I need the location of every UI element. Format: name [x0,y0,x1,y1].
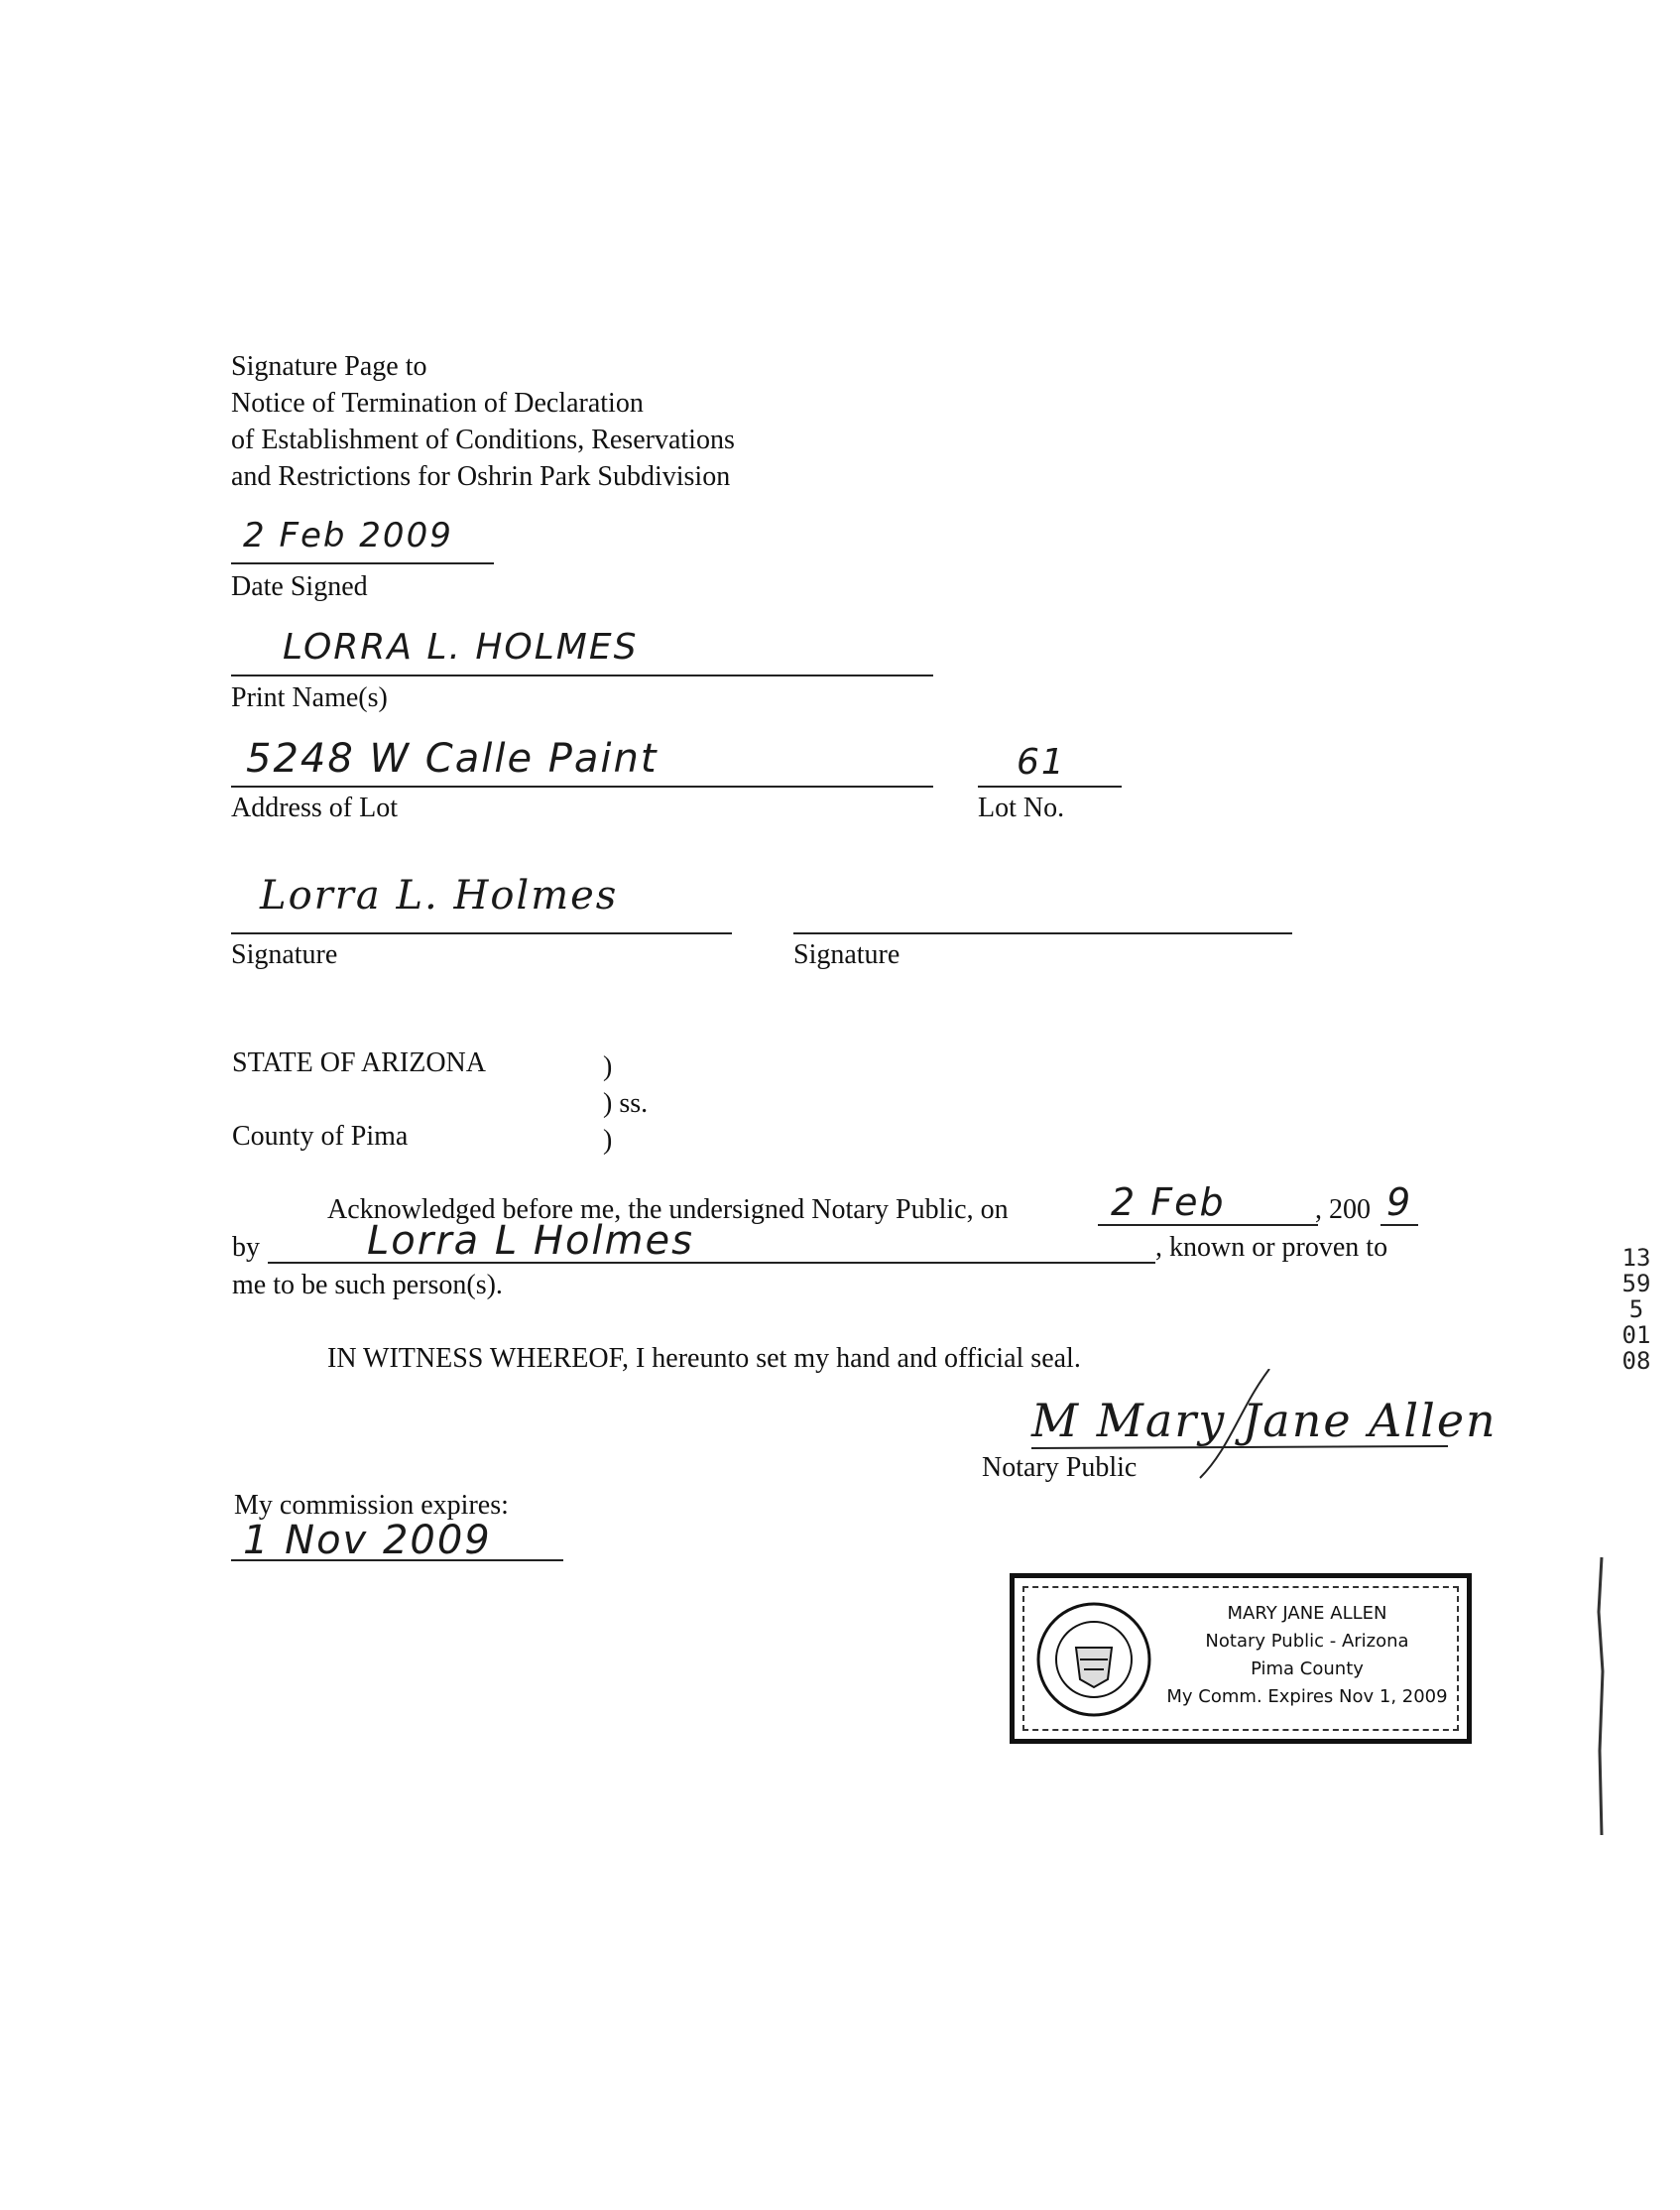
stamp-expires: My Comm. Expires Nov 1, 2009 [1166,1686,1448,1707]
date-signed-value: 2 Feb 2009 [243,516,453,555]
notary-stamp-text [1163,1600,1451,1711]
venue-paren-3: ) [603,1125,613,1156]
ack-year-line [1380,1224,1418,1226]
venue-ss: ) ss. [603,1088,649,1119]
ack-date-value: 2 Feb [1111,1180,1226,1224]
stamp-county: Pima County [1251,1658,1364,1679]
date-signed-label: Date Signed [231,571,368,602]
lot-value: 61 [1017,742,1066,783]
witness-text: IN WITNESS WHEREOF, I hereunto set my hand and official seal. [327,1343,1081,1374]
commission-line [231,1559,563,1561]
address-line [231,786,933,788]
header-line-4: and Restrictions for Oshrin Park Subdivision [231,461,731,492]
venue-paren-1: ) [603,1051,613,1082]
venue-state: STATE OF ARIZONA [232,1047,486,1078]
recording-number: 13595 0108 [1621,1244,1651,1375]
date-signed-line [231,562,494,564]
header-line-2: Notice of Termination of Declaration [231,388,644,419]
signature-1-label: Signature [231,939,338,970]
scan-margin-mark [1587,1552,1617,1840]
ack-by-line [268,1262,1155,1264]
signature-2-line [793,932,1292,934]
lot-label: Lot No. [978,793,1065,823]
notary-label: Notary Public [982,1452,1138,1483]
header-line-1: Signature Page to [231,351,427,382]
commission-value: 1 Nov 2009 [243,1518,492,1563]
signature-1-line [231,932,732,934]
notary-signature: M Mary Jane Allen [1031,1394,1498,1447]
stamp-title: Notary Public - Arizona [1205,1631,1409,1652]
venue-county: County of Pima [232,1121,409,1152]
commission-label: My commission expires: [234,1490,509,1521]
notary-stamp [1010,1573,1472,1744]
ack-year-digit: 9 [1386,1180,1413,1224]
address-label: Address of Lot [231,793,398,823]
header-line-3: of Establishment of Conditions, Reservations [231,425,735,455]
ack-date-line [1098,1224,1318,1226]
print-name-value: LORRA L. HOLMES [283,627,639,668]
signature-2-label: Signature [793,939,900,970]
print-name-label: Print Name(s) [231,682,388,713]
ack-after-by: , known or proven to [1155,1232,1388,1263]
ack-by-value: Lorra L Holmes [367,1218,694,1264]
print-name-line [231,675,933,676]
stamp-name: MARY JANE ALLEN [1227,1603,1387,1624]
lot-line [978,786,1122,788]
ack-year-prefix: , 200 [1315,1194,1371,1225]
state-seal-icon [1034,1600,1153,1719]
ack-line-2: me to be such person(s). [232,1270,503,1300]
address-value: 5248 W Calle Paint [246,736,659,782]
ack-text: Acknowledged before me, the undersigned Notary Public, on [327,1194,1009,1225]
signature-1-value: Lorra L. Holmes [260,873,619,919]
ack-by-label: by [232,1232,260,1263]
